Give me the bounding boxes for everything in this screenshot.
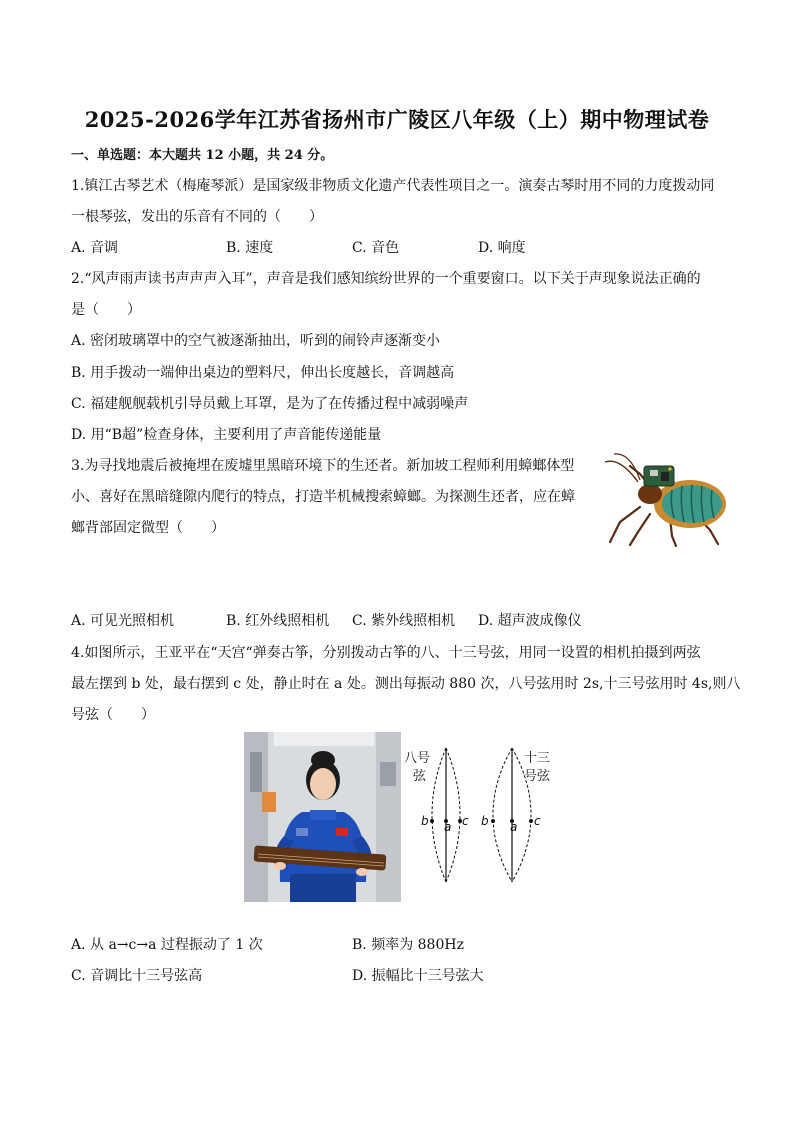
cyborg-cockroach-image xyxy=(600,452,730,547)
q3-option-c[interactable]: C. 紫外线照相机 xyxy=(352,613,456,629)
string13-label-bottom: 号弦 xyxy=(524,769,551,784)
q1-option-b[interactable]: B. 速度 xyxy=(226,240,274,256)
string8-point-b: b xyxy=(421,814,429,828)
q2-line-2: 是（ ） xyxy=(71,302,141,318)
string13-point-c: c xyxy=(534,814,541,828)
string8-point-a: a xyxy=(444,820,452,834)
q2-option-b[interactable]: B. 用手拨动一端伸出桌边的塑料尺，伸出长度越长，音调越高 xyxy=(71,365,455,381)
string8-point-c: c xyxy=(462,814,469,828)
q1-option-d[interactable]: D. 响度 xyxy=(478,240,526,256)
q3-line-1: 3.为寻找地震后被掩埋在废墟里黑暗环境下的生还者。新加坡工程师利用蟑螂体型 xyxy=(71,458,575,474)
q3-option-a[interactable]: A. 可见光照相机 xyxy=(71,613,175,629)
string13-label-top: 十三 xyxy=(524,751,551,766)
page-title: 2025-2026学年江苏省扬州市广陵区八年级（上）期中物理试卷 xyxy=(84,107,710,132)
string8-label-top: 八号 xyxy=(404,751,431,766)
q4-option-d[interactable]: D. 振幅比十三号弦大 xyxy=(352,968,484,984)
q1-option-c[interactable]: C. 音色 xyxy=(352,240,400,256)
q1-line-1: 1.镇江古琴艺术（梅庵琴派）是国家级非物质文化遗产代表性项目之一。演奏古琴时用不同的力度拨动同 xyxy=(71,178,715,194)
q2-option-a[interactable]: A. 密闭玻璃罩中的空气被逐渐抽出，听到的闹铃声逐渐变小 xyxy=(71,333,441,349)
q4-line-2: 最左摆到 b 处，最右摆到 c 处，静止时在 a 处。测出每振动 880 次，八号弦用时 2s,十三号弦用时 4s,则八 xyxy=(71,676,741,692)
q2-option-d[interactable]: D. 用“B超”检查身体，主要利用了声音能传递能量 xyxy=(71,427,382,443)
q4-option-a[interactable]: A. 从 a→c→a 过程振动了 1 次 xyxy=(71,937,263,953)
section-heading: 一、单选题：本大题共 12 小题，共 24 分。 xyxy=(71,148,334,163)
q1-option-a[interactable]: A. 音调 xyxy=(71,240,119,256)
q4-option-c[interactable]: C. 音调比十三号弦高 xyxy=(71,968,203,984)
q3-line-2: 小、喜好在黑暗缝隙内爬行的特点，打造半机械搜索蟑螂。为探测生还者，应在蟑 xyxy=(71,489,575,505)
q2-line-1: 2.“风声雨声读书声声声入耳”，声音是我们感知缤纷世界的一个重要窗口。以下关于声现象说法正确的 xyxy=(71,271,701,287)
string-vibration-diagram xyxy=(400,742,575,892)
q3-line-3: 螂背部固定微型（ ） xyxy=(71,520,225,536)
q1-line-2: 一根琴弦，发出的乐音有不同的（ ） xyxy=(71,209,323,225)
string13-point-b: b xyxy=(481,814,489,828)
q4-option-b[interactable]: B. 频率为 880Hz xyxy=(352,937,464,953)
q4-line-3: 号弦（ ） xyxy=(71,707,155,723)
q3-option-b[interactable]: B. 红外线照相机 xyxy=(226,613,330,629)
q2-option-c[interactable]: C. 福建舰舰载机引导员戴上耳罩，是为了在传播过程中减弱噪声 xyxy=(71,396,469,412)
q4-line-1: 4.如图所示，王亚平在“天宫“弹奏古筝，分别拨动古筝的八、十三号弦，用同一设置的相机拍摄到两弦 xyxy=(71,645,701,661)
string13-point-a: a xyxy=(510,820,518,834)
string8-figure xyxy=(430,748,462,882)
q3-option-d[interactable]: D. 超声波成像仪 xyxy=(478,613,582,629)
string8-label-bottom: 弦 xyxy=(413,769,427,784)
astronaut-guzheng-photo xyxy=(244,732,401,902)
